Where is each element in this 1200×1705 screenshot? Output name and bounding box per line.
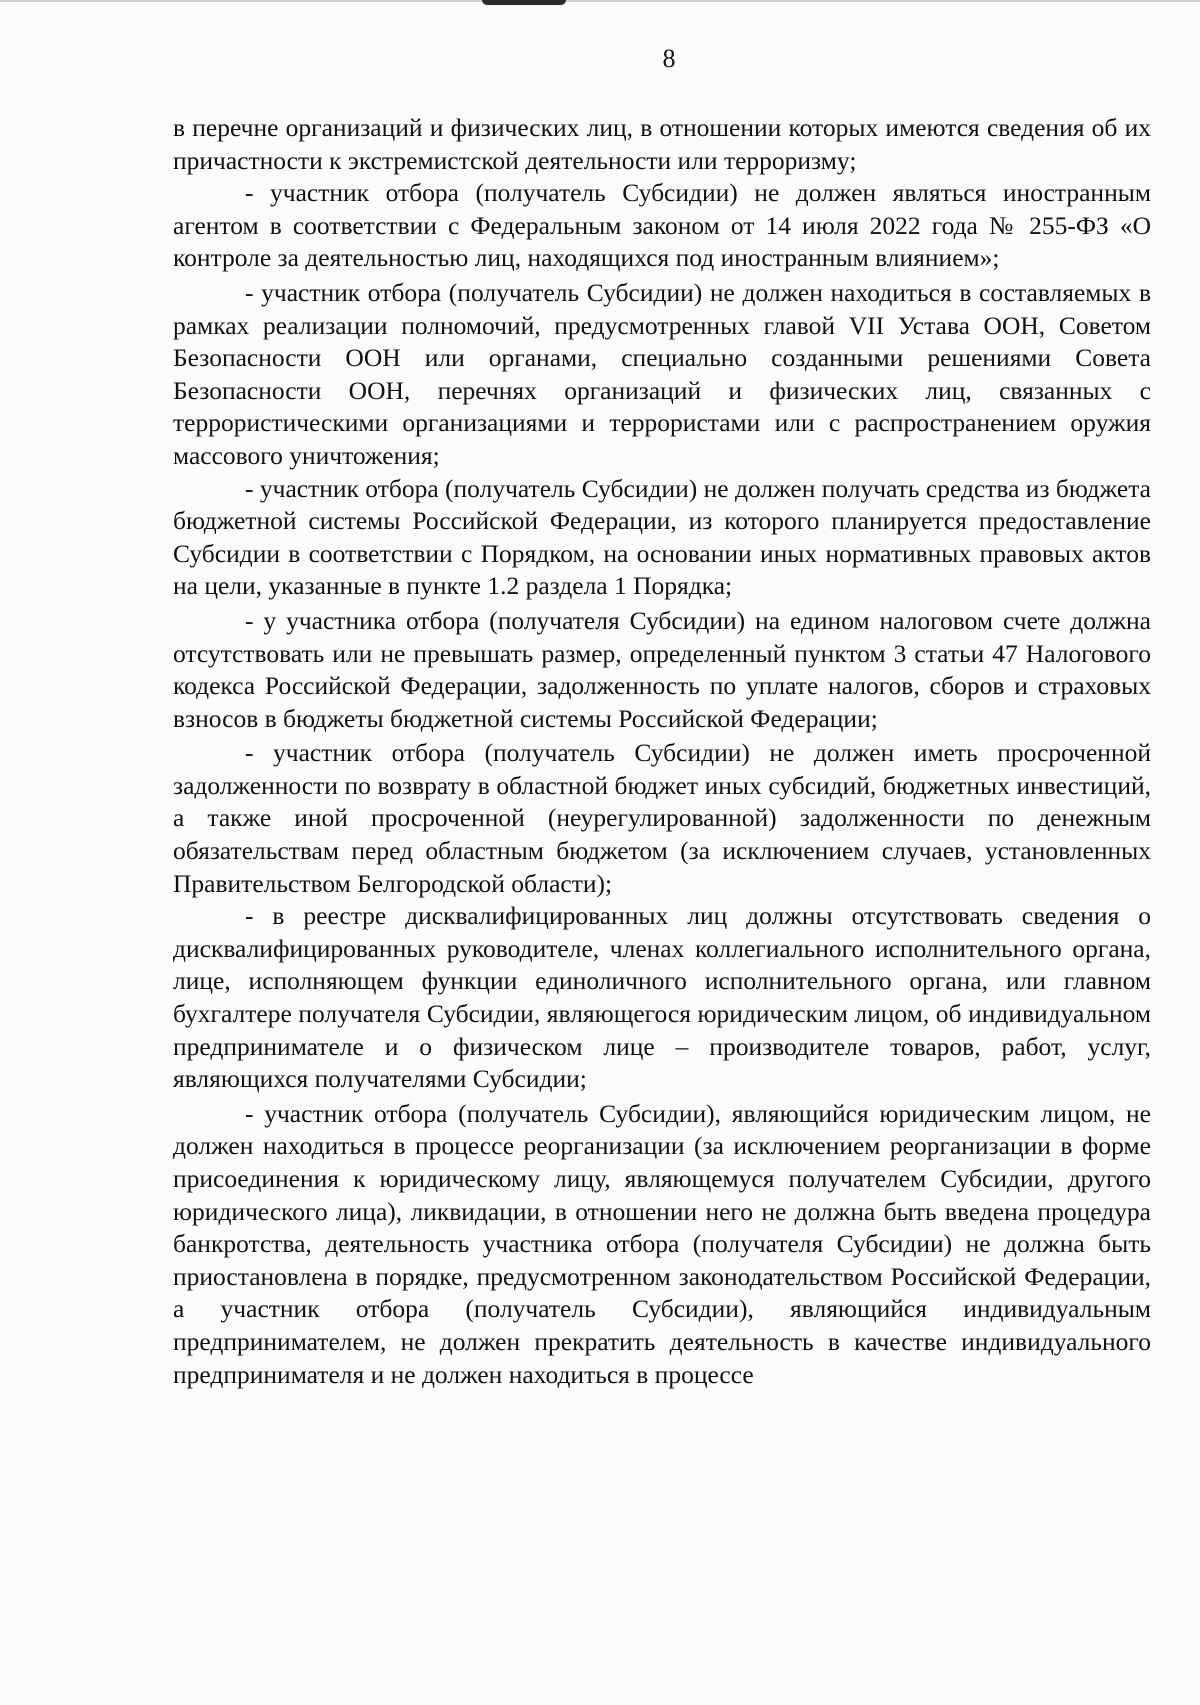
paragraph-continuation: в перечне организаций и физических лиц, в отношении которых имеются сведения об их причастности к экстремистской деятельности или терроризму; [173,113,1151,175]
paragraph-tax-debt: - у участника отбора (получателя Субсидии) на едином налоговом счете должна отсутствовать или не превышать размер, определенный пунктом 3 статьи 47 Налогового кодекса Российской Федерации, задолженность по уплате налогов, сборов и страховых взносов в бюджеты бюджетной системы Российской Федерации; [173,605,1151,733]
paragraph-un-sanctions: - участник отбора (получатель Субсидии) не должен находиться в составляемых в рамках реализации полномочий, предусмотренных главой VII Устава ООН, Советом Безопасности ООН или органами, специально созданными решениями Совета Безопасности ООН, перечнях организаций и физических лиц, связанных с террористическими организациями и террористами или с распространением оружия массового уничтожения; [173,277,1151,470]
paragraph-budget-funds: - участник отбора (получатель Субсидии) не должен получать средства из бюджета бюджетной системы Российской Федерации, из которого планируется предоставление Субсидии в соответствии с Порядком, на основании иных нормативных правовых актов на цели, указанные в пункте 1.2 раздела 1 Порядка; [173,473,1151,601]
paragraph-reorganization: - участник отбора (получатель Субсидии), являющийся юридическим лицом, не должен находиться в процессе реорганизации (за исключением реорганизации в форме присоединения к юридическому лицу, являющемуся получателем Субсидии, другого юридического лица), ликвидации, в отношении него не должна быть введена процедура банкротства, деятельность участника отбора (получателя Субсидии) не должна быть приостановлена в порядке, предусмотренном законодательством Российской Федерации, а участник отбора (получатель Субсидии), являющийся индивидуальным предпринимателем, не должен прекратить деятельность в качестве индивидуального предпринимателя и не должен находиться в процессе [173,1098,1151,1389]
scan-mark [482,0,566,5]
scan-top-edge [0,0,1200,2]
document-body [173,112,1151,1391]
paragraph-overdue-debt: - участник отбора (получатель Субсидии) не должен иметь просроченной задолженности по возврату в областной бюджет иных субсидий, бюджетных инвестиций, а также иной просроченной (неурегулированной) задолженности по денежным обязательствам перед областным бюджетом (за исключением случаев, установленных Правительством Белгородской области); [173,738,1151,898]
paragraph-disqualified-registry: - в реестре дисквалифицированных лиц должны отсутствовать сведения о дисквалифицированных руководителе, членах коллегиального исполнительного органа, лице, исполняющем функции единоличного исполнительного органа, или главном бухгалтере получателя Субсидии, являющегося юридическим лицом, об индивидуальном предпринимателе и о физическом лице – производителе товаров, работ, услуг, являющихся получателями Субсидии; [173,901,1151,1094]
page-number: 8 [662,44,676,73]
paragraph-foreign-agent: - участник отбора (получатель Субсидии) не должен являться иностранным агентом в соответствии с Федеральным законом от 14 июля 2022 года № 255-ФЗ «О контроле за деятельностью лиц, находящихся под иностранным влиянием»; [173,178,1151,273]
